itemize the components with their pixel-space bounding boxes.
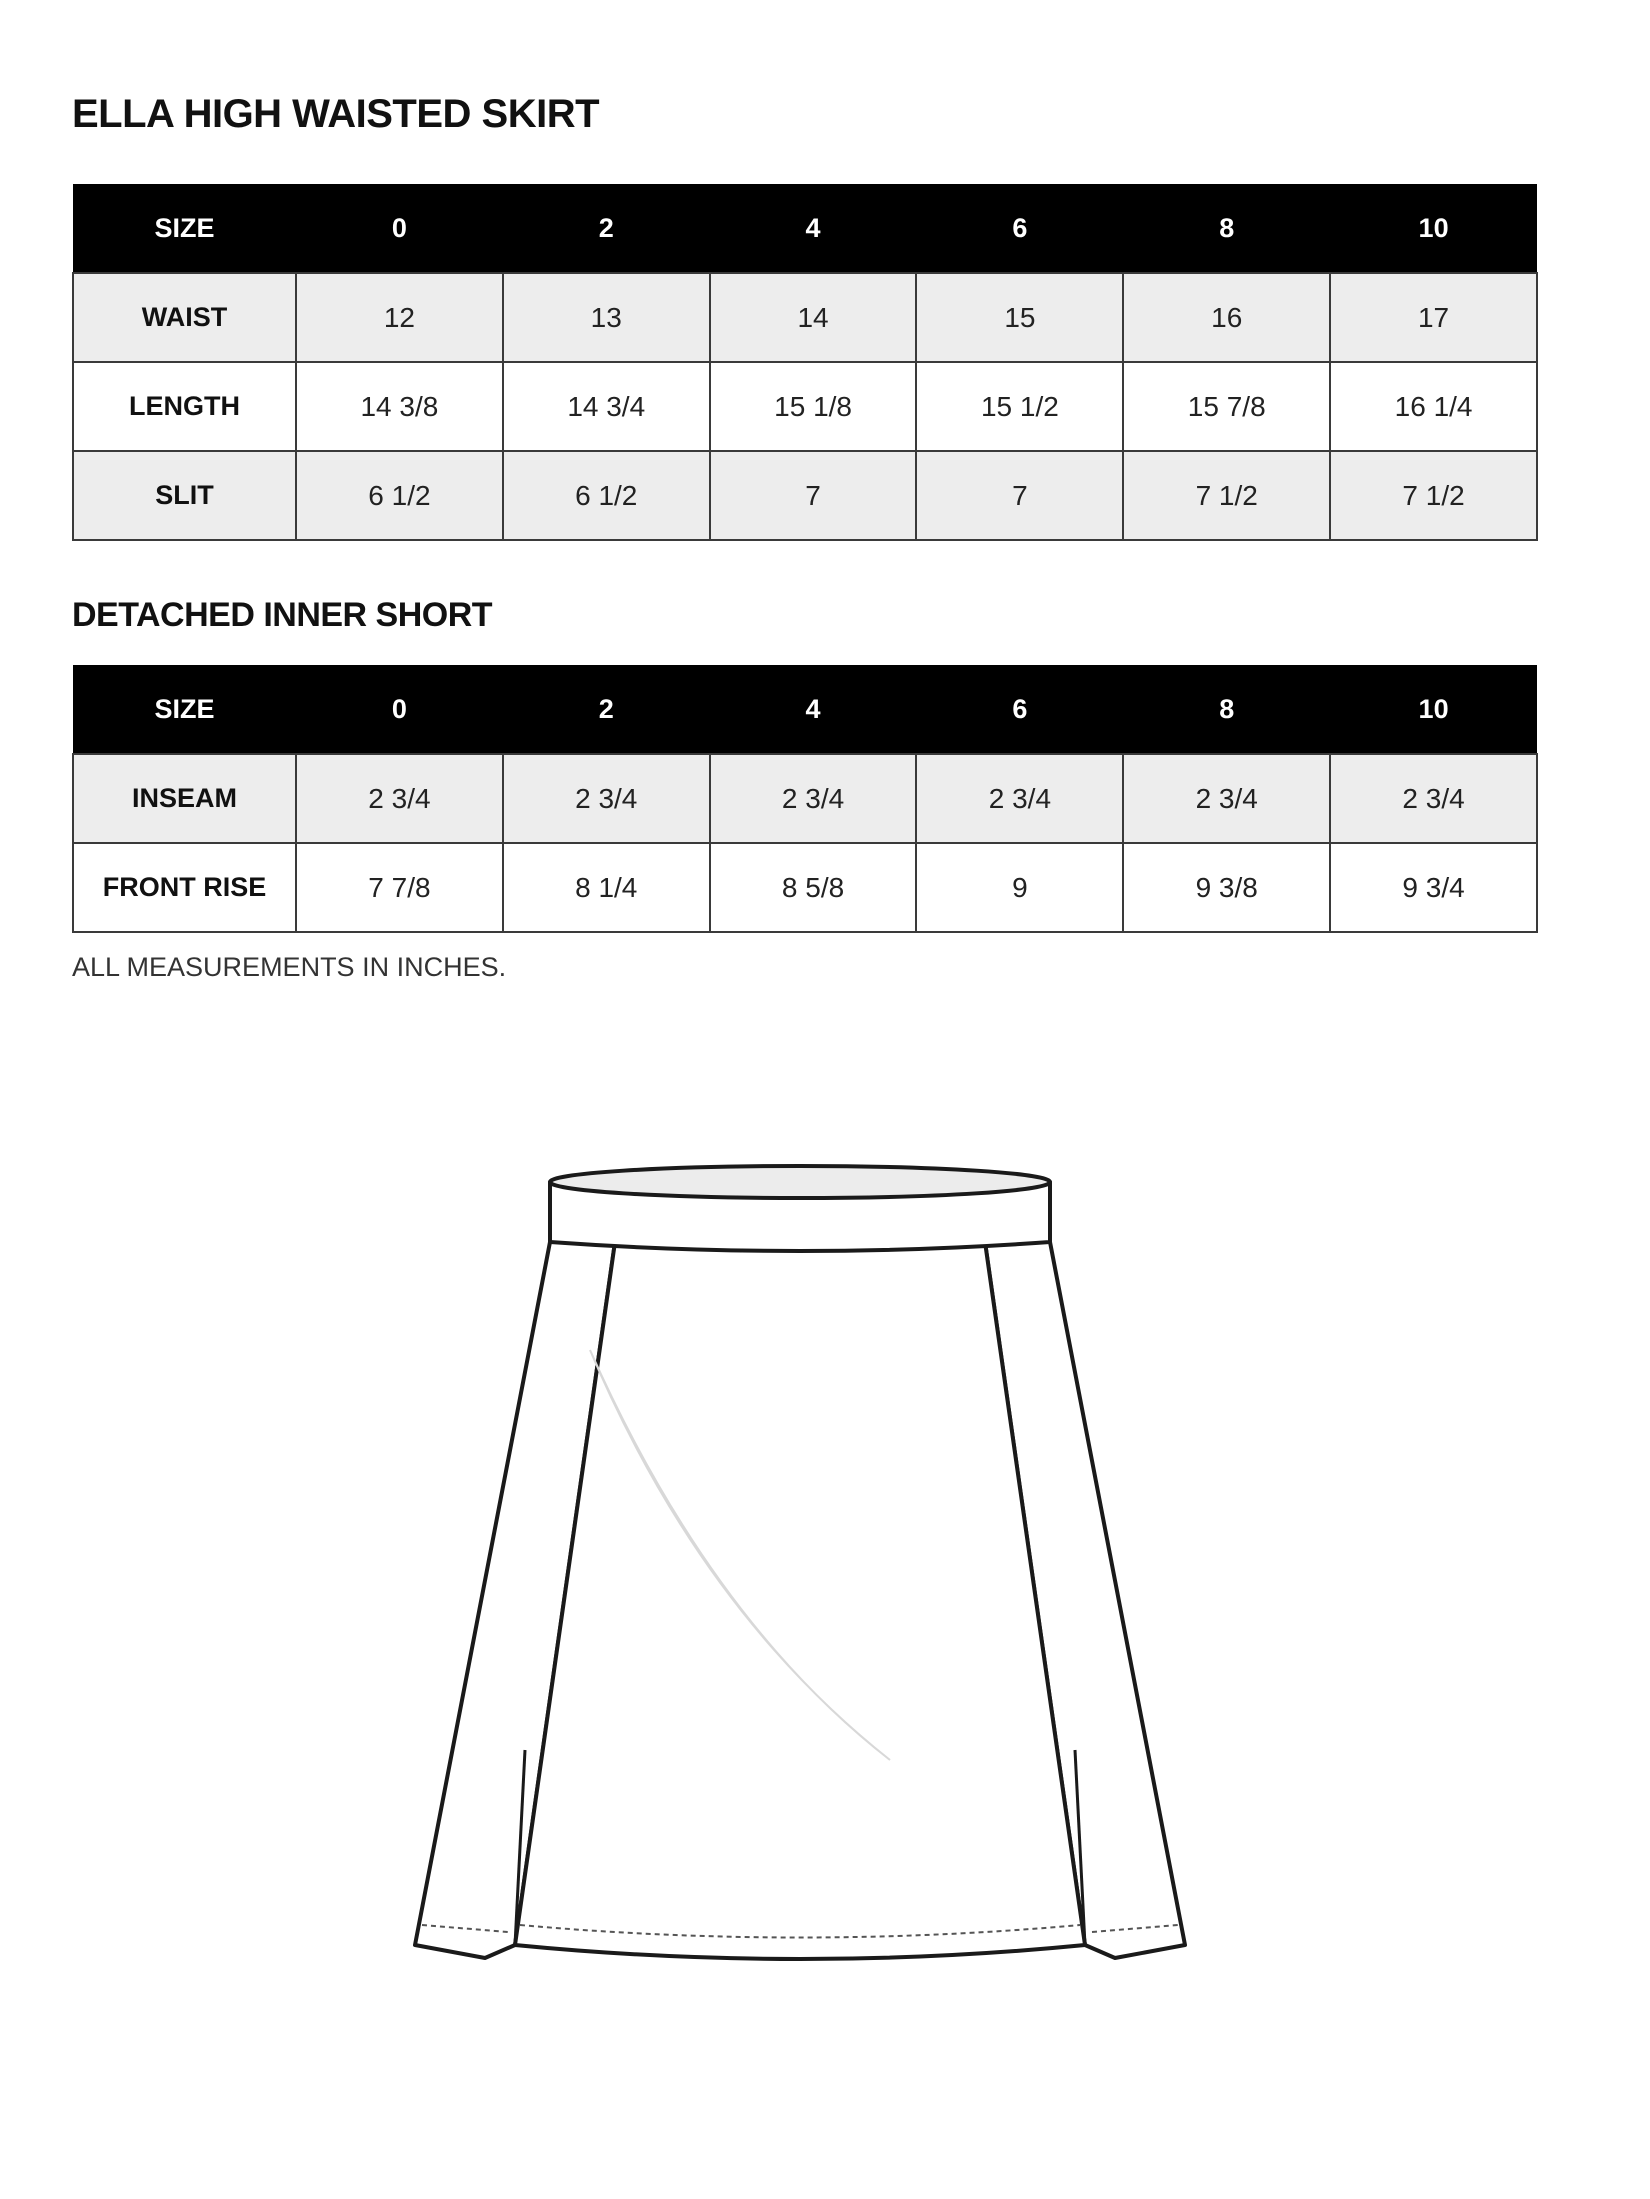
header-cell-size-2: 2 <box>503 665 710 754</box>
row-label-length: LENGTH <box>73 362 296 451</box>
table-cell: 15 7/8 <box>1123 362 1330 451</box>
header-cell-size-8: 8 <box>1123 184 1330 273</box>
skirt-size-table <box>72 184 1538 541</box>
table-row-slit <box>73 451 1537 540</box>
header-cell-size-4: 4 <box>710 184 917 273</box>
table-cell: 15 1/2 <box>916 362 1123 451</box>
row-label-inseam: INSEAM <box>73 754 296 843</box>
table-cell: 9 <box>916 843 1123 932</box>
table-cell: 7 <box>710 451 917 540</box>
table-cell: 2 3/4 <box>296 754 503 843</box>
table-cell: 7 <box>916 451 1123 540</box>
table-cell: 15 1/8 <box>710 362 917 451</box>
table-cell: 13 <box>503 273 710 362</box>
table-cell: 2 3/4 <box>1123 754 1330 843</box>
table-cell: 7 1/2 <box>1123 451 1330 540</box>
table-cell: 2 3/4 <box>1330 754 1537 843</box>
table-cell: 2 3/4 <box>916 754 1123 843</box>
row-label-front-rise: FRONT RISE <box>73 843 296 932</box>
header-cell-size: SIZE <box>73 665 296 754</box>
skirt-size-chart-title: ELLA HIGH WAISTED SKIRT <box>72 92 600 136</box>
header-cell-size-0: 0 <box>296 184 503 273</box>
table-cell: 14 <box>710 273 917 362</box>
table-row-inseam <box>73 754 1537 843</box>
table-row-front-rise <box>73 843 1537 932</box>
table-cell: 16 <box>1123 273 1330 362</box>
short-table-header-row <box>73 665 1537 754</box>
inner-short-size-chart-title: DETACHED INNER SHORT <box>72 596 493 634</box>
table-cell: 2 3/4 <box>503 754 710 843</box>
table-row-waist <box>73 273 1537 362</box>
table-cell: 7 7/8 <box>296 843 503 932</box>
table-cell: 9 3/4 <box>1330 843 1537 932</box>
header-cell-size-10: 10 <box>1330 665 1537 754</box>
header-cell-size-2: 2 <box>503 184 710 273</box>
table-cell: 15 <box>916 273 1123 362</box>
skirt-center-panel <box>515 1242 1085 1959</box>
table-cell: 8 1/4 <box>503 843 710 932</box>
header-cell-size-4: 4 <box>710 665 917 754</box>
table-cell: 14 3/4 <box>503 362 710 451</box>
header-cell-size-6: 6 <box>916 665 1123 754</box>
header-cell-size-0: 0 <box>296 665 503 754</box>
table-row-length <box>73 362 1537 451</box>
row-label-slit: SLIT <box>73 451 296 540</box>
table-cell: 6 1/2 <box>296 451 503 540</box>
table-cell: 8 5/8 <box>710 843 917 932</box>
header-cell-size-10: 10 <box>1330 184 1537 273</box>
table-cell: 9 3/8 <box>1123 843 1330 932</box>
table-cell: 7 1/2 <box>1330 451 1537 540</box>
inner-short-size-table <box>72 665 1538 933</box>
table-cell: 2 3/4 <box>710 754 917 843</box>
table-cell: 12 <box>296 273 503 362</box>
table-cell: 16 1/4 <box>1330 362 1537 451</box>
table-cell: 14 3/8 <box>296 362 503 451</box>
row-label-waist: WAIST <box>73 273 296 362</box>
skirt-waistband-opening <box>550 1166 1050 1198</box>
measurement-unit-note: ALL MEASUREMENTS IN INCHES. <box>72 952 507 982</box>
header-cell-size-8: 8 <box>1123 665 1330 754</box>
table-cell: 17 <box>1330 273 1537 362</box>
skirt-table-header-row <box>73 184 1537 273</box>
skirt-flat-sketch-icon <box>390 1150 1210 1990</box>
header-cell-size: SIZE <box>73 184 296 273</box>
table-cell: 6 1/2 <box>503 451 710 540</box>
header-cell-size-6: 6 <box>916 184 1123 273</box>
